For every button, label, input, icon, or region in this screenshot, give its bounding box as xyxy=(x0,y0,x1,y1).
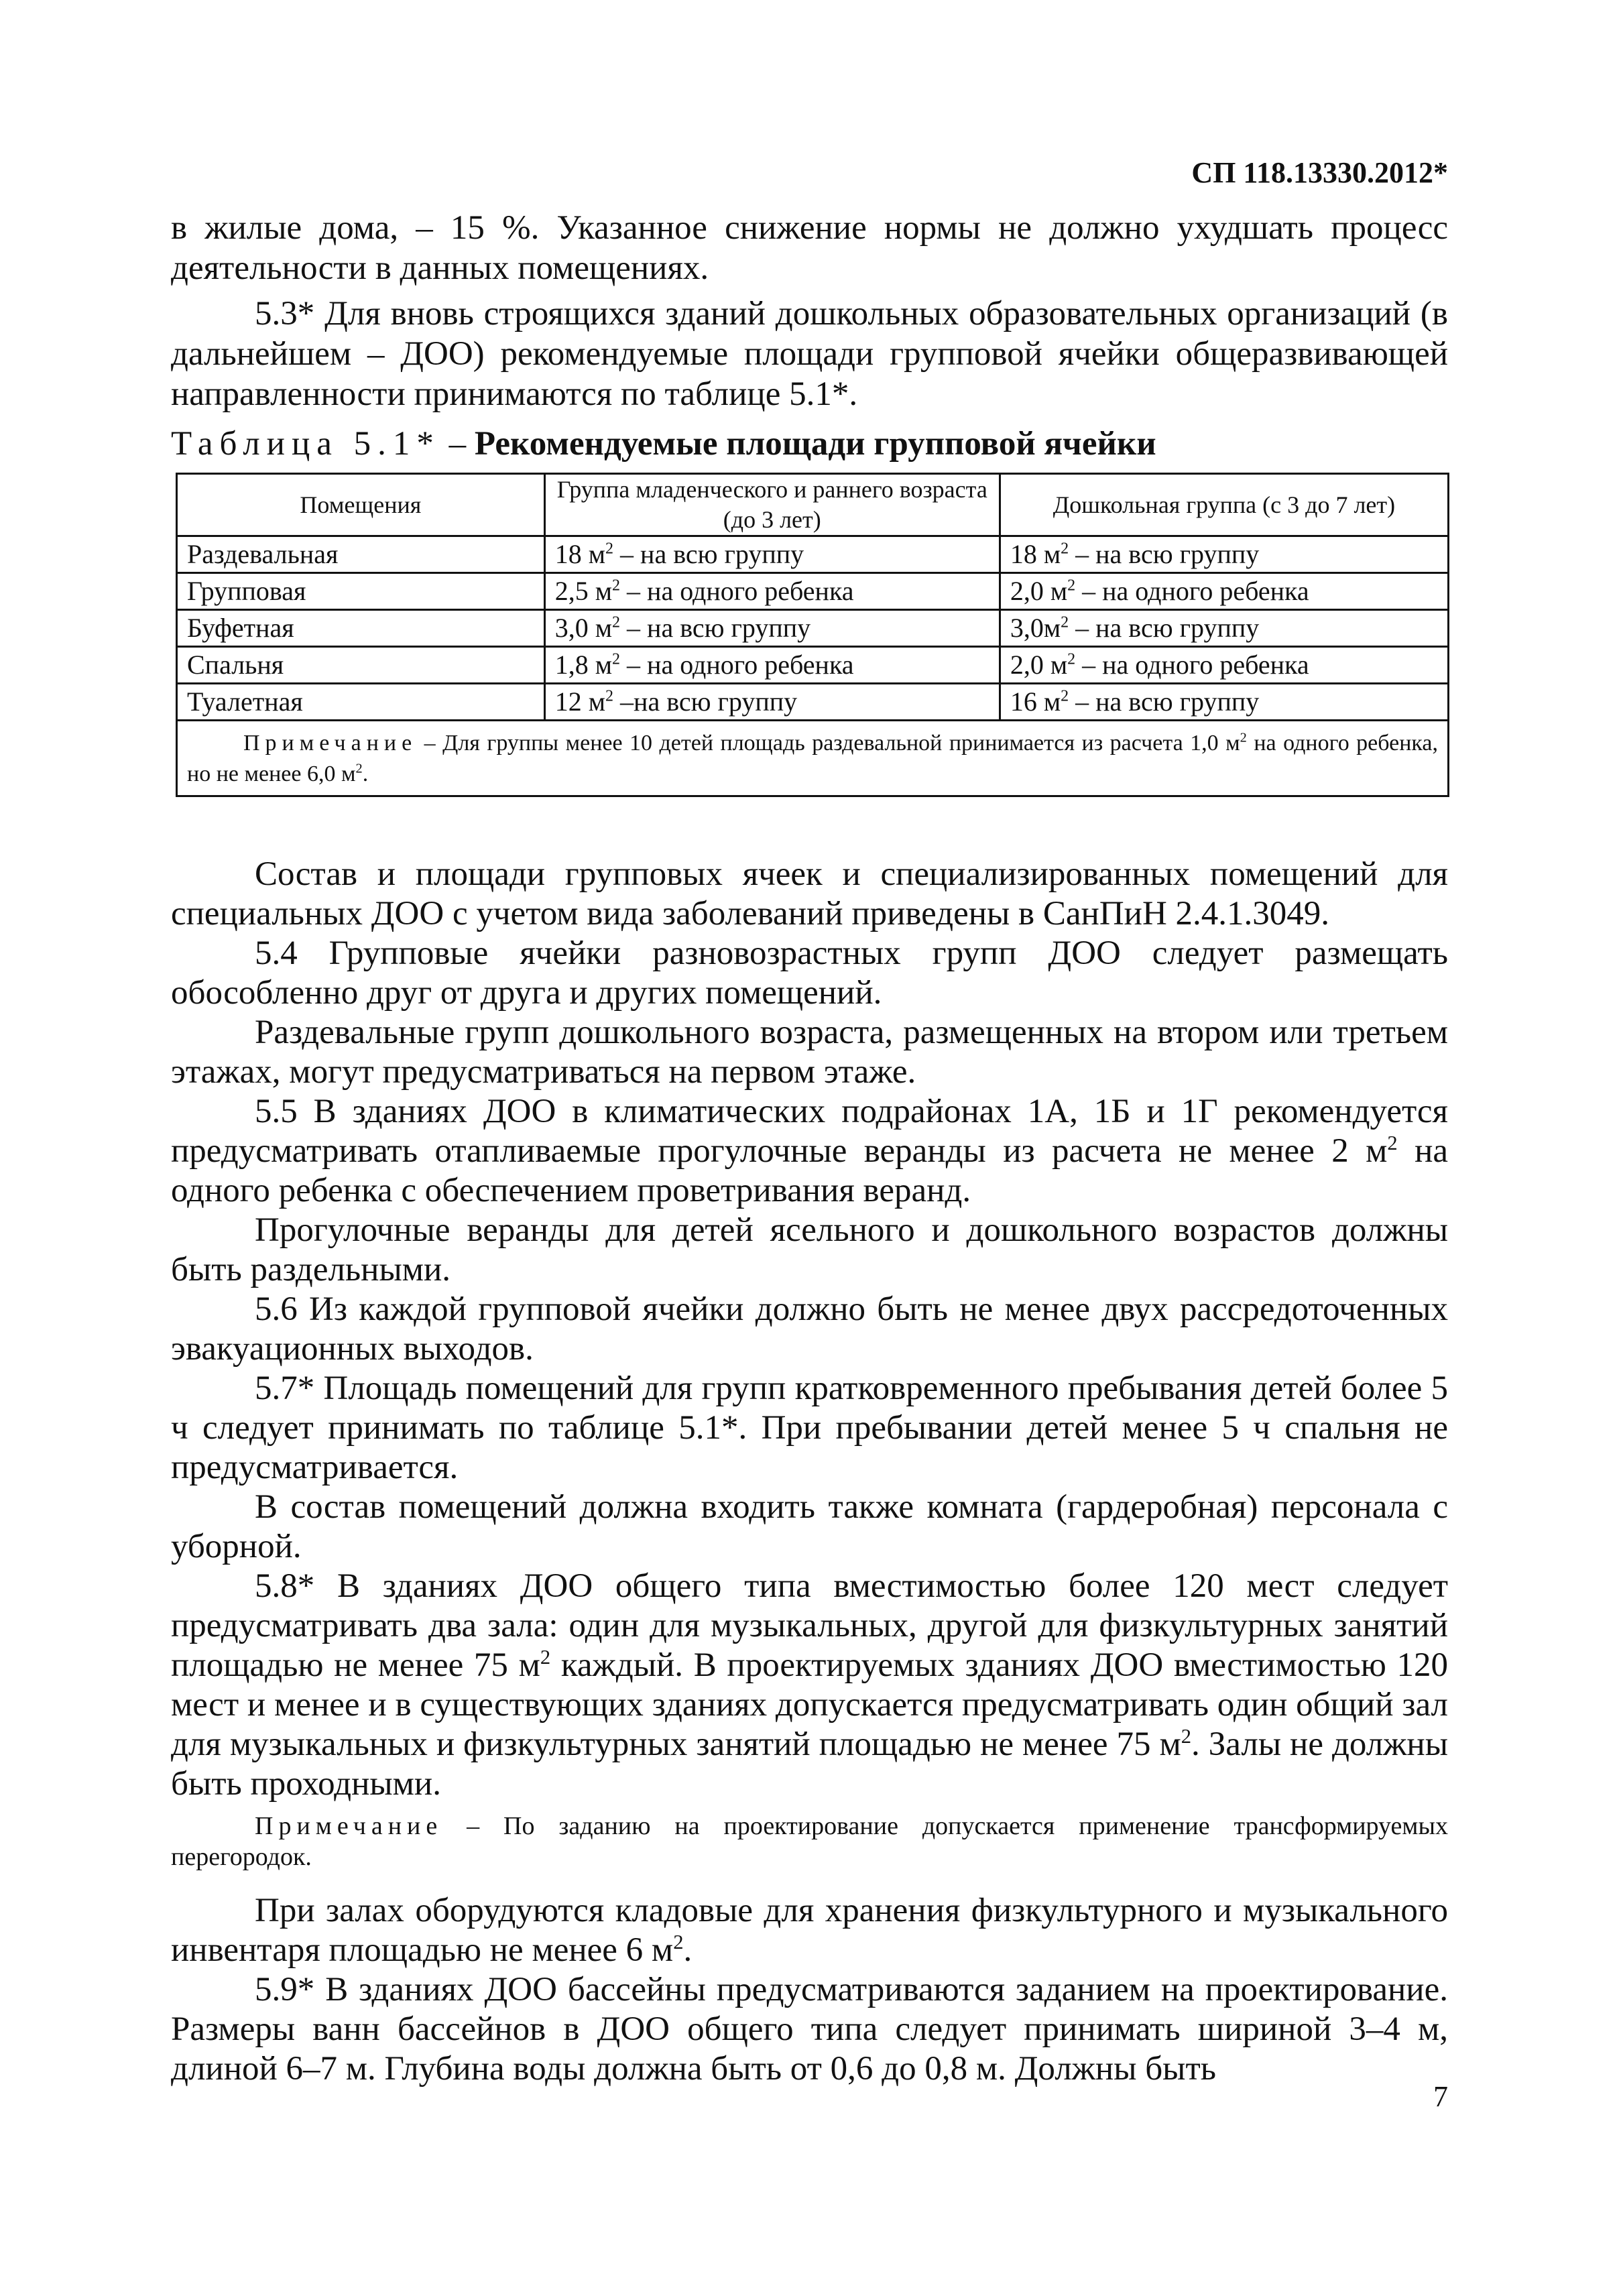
room-name: Групповая xyxy=(177,573,545,610)
room-name: Туалетная xyxy=(177,684,545,721)
area-unit-text: –на всю группу xyxy=(613,686,798,717)
paragraph: в жилые дома, – 15 %. Указанное снижение нормы не должно ухудшать процесс деятельности в данных помещениях. xyxy=(171,209,1448,287)
area-unit-text: – на одного ребенка xyxy=(1075,576,1309,606)
preschool-area xyxy=(1000,684,1448,721)
table-caption-title: Рекомендуемые площади групповой ячейки xyxy=(474,425,1156,463)
area-value: 2,5 м xyxy=(554,576,613,606)
table-row xyxy=(177,610,1449,647)
text-part: 5.5 В зданиях ДОО в климатических подрайонах 1А, 1Б и 1Г рекомендуется предусматривать отапливаемые прогулочные веранды из расчета не менее 2 м xyxy=(171,1093,1448,1170)
paragraph-5-9: 5.9* В зданиях ДОО бассейны предусматриваются заданием на проектирование. Размеры ванн бассейнов в ДОО общего типа следует принимать шириной 3–4 м, длиной 6–7 м. Глубина воды должна быть от 0,6 до 0,8 м. Должны быть xyxy=(171,1971,1448,2088)
superscript: 2 xyxy=(540,1646,551,1669)
early-area xyxy=(544,647,1000,684)
superscript: 2 xyxy=(605,687,614,705)
preschool-area xyxy=(1000,610,1448,647)
table-caption-label: Таблица 5.1* xyxy=(171,425,440,463)
superscript: 2 xyxy=(612,650,621,668)
text-part: При залах оборудуются кладовые для хранения физкультурного и музыкального инвентаря площадью не менее 6 м xyxy=(171,1892,1448,1969)
room-name: Раздевальная xyxy=(177,536,545,573)
page-number: 7 xyxy=(1433,2080,1448,2113)
superscript: 2 xyxy=(673,1931,684,1953)
superscript: 2 xyxy=(1181,1725,1192,1748)
room-name: Спальня xyxy=(177,647,545,684)
text-part: на одного ребенка с обеспечением проветривания веранд. xyxy=(171,1132,1448,1209)
note-partitions xyxy=(171,1811,1448,1872)
area-value: 3,0 м xyxy=(554,613,613,643)
early-area xyxy=(544,610,1000,647)
document-code: СП 118.13330.2012* xyxy=(1191,156,1448,189)
area-unit-text: – на одного ребенка xyxy=(620,650,854,680)
note-text: – Для группы менее 10 детей площадь раздевальной принимается из расчета 1,0 м xyxy=(417,731,1240,756)
area-value: 2,0 м xyxy=(1010,650,1068,680)
intro-text xyxy=(171,208,1448,414)
main-text xyxy=(171,855,1448,2089)
header-rooms: Помещения xyxy=(177,474,545,536)
header-early-age-group: Группа младенческого и раннего возраста (до 3 лет) xyxy=(544,474,1000,536)
text-part: . xyxy=(683,1931,693,1969)
paragraph-5-8 xyxy=(171,1567,1448,1804)
superscript: 2 xyxy=(1061,613,1069,631)
table-row xyxy=(177,573,1449,610)
note-text: на одного ребенка, но не менее 6,0 м xyxy=(187,731,1438,786)
preschool-area xyxy=(1000,647,1448,684)
area-unit-text: – на одного ребенка xyxy=(1075,650,1309,680)
table-header-row xyxy=(177,474,1449,536)
early-area xyxy=(544,536,1000,573)
superscript: 2 xyxy=(355,761,363,776)
table-caption xyxy=(171,424,1448,464)
table-row xyxy=(177,647,1449,684)
note-text: – По заданию на проектирование допускается применение трансформируемых перегородок. xyxy=(171,1812,1448,1871)
room-name: Буфетная xyxy=(177,610,545,647)
paragraph-5-7: 5.7* Площадь помещений для групп кратковременного пребывания детей более 5 ч следует принимать по таблице 5.1*. При пребывании детей менее 5 ч спальня не предусматривается. xyxy=(171,1370,1448,1486)
area-unit-text: – на всю группу xyxy=(1069,539,1260,569)
early-area xyxy=(544,684,1000,721)
text-part: . Залы не должны быть проходными. xyxy=(171,1726,1448,1803)
table-row xyxy=(177,536,1449,573)
preschool-area xyxy=(1000,536,1448,573)
table-note-row xyxy=(177,721,1449,796)
area-unit-text: – на всю группу xyxy=(613,539,804,569)
area-unit-text: – на всю группу xyxy=(1069,686,1260,717)
area-unit-text: – на всю группу xyxy=(620,613,811,643)
paragraph-verandas: Прогулочные веранды для детей ясельного и дошкольного возрастов должны быть раздельными. xyxy=(171,1211,1448,1288)
superscript: 2 xyxy=(1387,1132,1398,1154)
paragraph-staff: В состав помещений должна входить также комната (гардеробная) персонала с уборной. xyxy=(171,1488,1448,1565)
preschool-area xyxy=(1000,573,1448,610)
area-value: 16 м xyxy=(1010,686,1061,717)
superscript: 2 xyxy=(1067,577,1076,595)
table-row xyxy=(177,684,1449,721)
area-unit-text: – на всю группу xyxy=(1069,613,1260,643)
paragraph-composition: Состав и площади групповых ячеек и специализированных помещений для специальных ДОО с учетом вида заболеваний приведены в СанПиН 2.4.1.3049. xyxy=(171,855,1448,932)
superscript: 2 xyxy=(612,577,621,595)
paragraph-cloakrooms: Раздевальные групп дошкольного возраста, размещенных на втором или третьем этажах, могут предусматриваться на первом этаже. xyxy=(171,1014,1448,1091)
header-preschool-group: Дошкольная группа (с 3 до 7 лет) xyxy=(1000,474,1448,536)
table-caption-dash: – xyxy=(440,425,475,463)
paragraph-5-6: 5.6 Из каждой групповой ячейки должно быть не менее двух рассредоточенных эвакуационных выходов. xyxy=(171,1290,1448,1368)
area-value: 18 м xyxy=(1010,539,1061,569)
superscript: 2 xyxy=(605,540,614,558)
text-part: 5.8* В зданиях ДОО общего типа вместимостью более 120 мест следует предусматривать два зала: один для музыкальных, другой для физкультурных занятий площадью не менее 75 м xyxy=(171,1567,1448,1684)
table-note xyxy=(177,721,1449,796)
note-text: . xyxy=(362,762,369,786)
superscript: 2 xyxy=(612,613,621,631)
superscript: 2 xyxy=(1061,687,1069,705)
superscript: 2 xyxy=(1067,650,1076,668)
area-value: 18 м xyxy=(554,539,606,569)
area-value: 12 м xyxy=(554,686,606,717)
note-label: Примечание xyxy=(255,1812,443,1840)
paragraph-5-4: 5.4 Групповые ячейки разновозрастных групп ДОО следует размещать обособленно друг от друга и других помещений. xyxy=(171,934,1448,1012)
superscript: 2 xyxy=(1061,540,1069,558)
area-unit-text: – на одного ребенка xyxy=(620,576,854,606)
group-cell-areas-table xyxy=(176,473,1449,797)
area-value: 1,8 м xyxy=(554,650,613,680)
paragraph-storage xyxy=(171,1891,1448,1970)
paragraph-5-5 xyxy=(171,1092,1448,1211)
area-value: 2,0 м xyxy=(1010,576,1068,606)
early-area xyxy=(544,573,1000,610)
text-part: каждый. В проектируемых зданиях ДОО вместимостью 120 мест и менее и в существующих зданиях допускается предусматривать один общий зал для музыкальных и физкультурных занятий площадью не менее 75 м xyxy=(171,1646,1448,1763)
note-label: Примечание xyxy=(243,731,418,756)
area-value: 3,0м xyxy=(1010,613,1061,643)
paragraph-5-3: 5.3* Для вновь строящихся зданий дошкольных образовательных организаций (в дальнейшем – ДОО) рекомендуемые площади групповой ячейки общеразвивающей направленности принимаются по таблице 5.1*. xyxy=(171,295,1448,413)
superscript: 2 xyxy=(1240,730,1247,745)
